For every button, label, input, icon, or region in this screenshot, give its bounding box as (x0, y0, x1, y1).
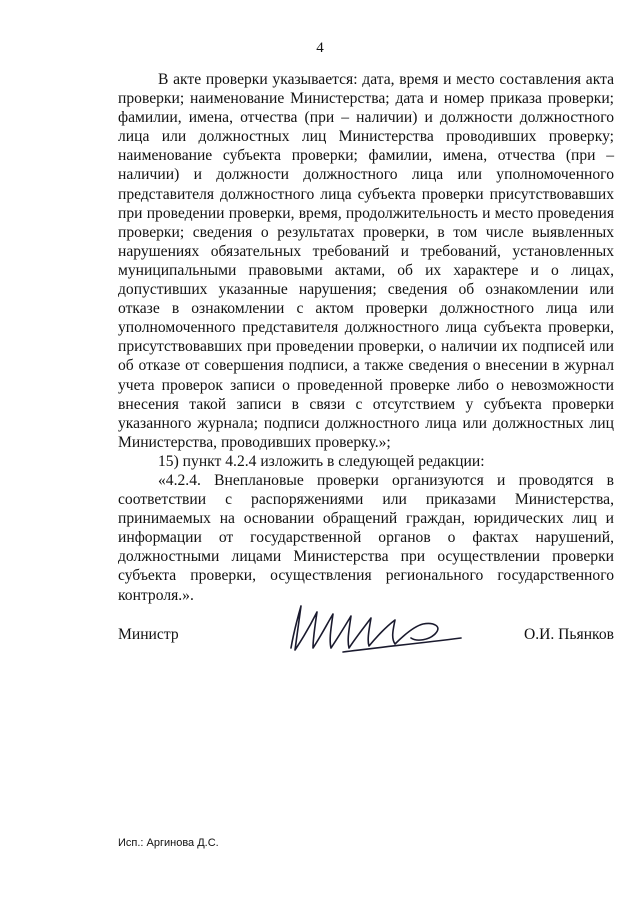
page-number: 4 (316, 40, 324, 56)
signature-block (118, 626, 614, 650)
signer-position: Министр (118, 626, 179, 643)
paragraph-inspection-act: В акте проверки указывается: дата, время и место составления акта проверки; наименование Министерства; дата и номер приказа проверки; фамилии, имена, отчества (при – наличии) и должности должностного лица или должностных лиц Министерства проводивших проверку; наименование субъекта проверки; фамилии, имена, отчества (при – наличии) и должности должностного лица или уполномоченного представителя должностного лица субъекта проверки присутствовавших при проведении проверки, время, продолжительность и место проведения проверки; сведения о результатах проверки, в том числе выявленных нарушениях обязательных требований и требований, установленных муниципальными правовыми актами, об их характере и о лицах, допустивших указанные нарушения; сведения об ознакомлении или отказе в ознакомлении с актом проверки должностного лица или уполномоченного представителя должностного лица субъекта проверки, присутствовавших при проведении проверки, о наличии их подписей или об отказе от совершения подписи, а также сведения о внесении в журнал учета проверок записи о проведенной проверке либо о невозможности внесения такой записи в связи с отсутствием у субъекта проверки указанного журнала; подписи должностного лица или должностных лиц Министерства, проводивших проверку.»; (118, 71, 614, 451)
paragraph-item-15: 15) пункт 4.2.4 изложить в следующей редакции: (158, 452, 485, 470)
executor-note: Исп.: Аргинова Д.С. (118, 837, 219, 849)
paragraph-4-2-4: «4.2.4. Внеплановые проверки организуются и проводятся в соответствии с распоряжениями или приказами Министерства, принимаемых на основании обращений граждан, юридических лиц и информации от государственной органов о фактах нарушений, должностными лицами Министерства при осуществлении проверки субъекта проверки, осуществления регионального государственного контроля.». (118, 471, 614, 604)
signer-name: О.И. Пьянков (523, 626, 614, 643)
document-body (118, 70, 614, 605)
